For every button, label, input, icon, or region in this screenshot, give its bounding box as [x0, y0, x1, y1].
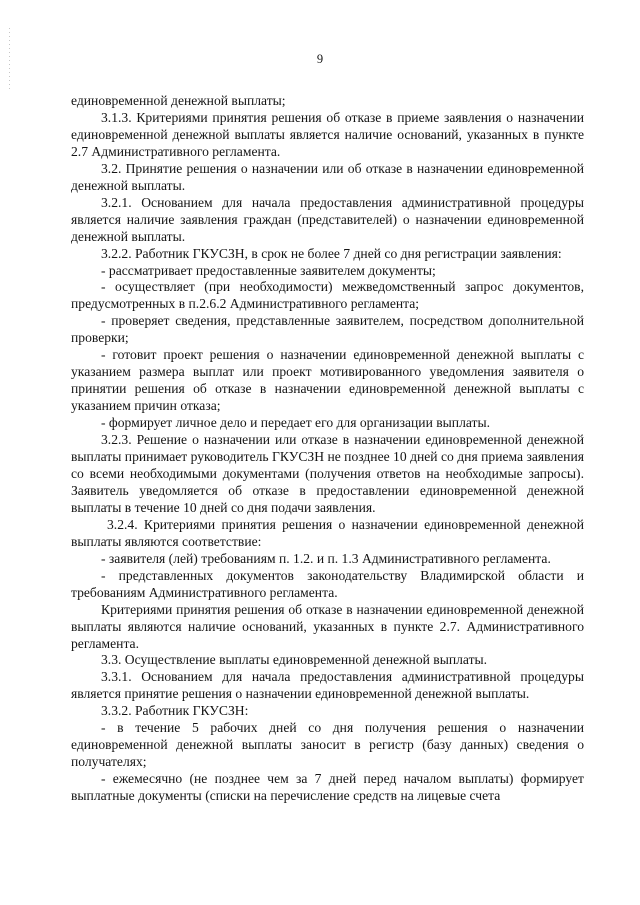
paragraph: 3.3.1. Основанием для начала предоставления административной процедуры является принятие решения о назначении единовременной денежной выплаты. [71, 669, 584, 702]
paragraph: 3.1.3. Критериями принятия решения об отказе в приеме заявления о назначении единовременной денежной выплаты является наличие оснований, указанных в пункте 2.7 Административного регламента. [71, 109, 584, 159]
paragraph: Критериями принятия решения об отказе в назначении единовременной денежной выплаты являются наличие оснований, указанных в пункте 2.7. Административного регламента. [71, 601, 584, 651]
paragraph: 3.2.2. Работник ГКУСЗН, в срок не более 7 дней со дня регистрации заявления: [101, 245, 562, 261]
paragraph: - ежемесячно (не позднее чем за 7 дней перед началом выплаты) формирует выплатные документы (списки на перечисление средств на лицевые счета [71, 771, 584, 804]
paragraph: 3.2.1. Основанием для начала предоставления административной процедуры является наличие заявления граждан (представителей) о назначении единовременной денежной выплаты. [71, 194, 584, 244]
paragraph: 3.2.4. Критериями принятия решения о назначении единовременной денежной выплаты являются соответствие: [71, 516, 584, 549]
paragraph: единовременной денежной выплаты; [71, 93, 286, 108]
page-number: 9 [316, 52, 324, 66]
paragraph: - готовит проект решения о назначении единовременной денежной выплаты с указанием размера выплат или проект мотивированного уведомления заявителя о принятии решения об отказе в назначении единовременной денежной выплаты с указанием причин отказа; [71, 347, 584, 414]
paragraph: - осуществляет (при необходимости) межведомственный запрос документов, предусмотренных в п.2.6.2 Административного регламента; [71, 279, 584, 312]
paragraph: 3.2.3. Решение о назначении или отказе в назначении единовременной денежной выплаты принимает руководитель ГКУСЗН не позднее 10 дней со дня приема заявления со всеми необходимыми документами (получения ответов на необходимые запросы). Заявитель уведомляется об отказе в предоставлении единовременной денежной выплаты в течение 10 дней со дня подачи заявления. [71, 432, 584, 515]
paragraph: - представленных документов законодательству Владимирской области и требованиям Административного регламента. [71, 567, 584, 600]
paragraph: 3.3.2. Работник ГКУСЗН: [101, 703, 249, 719]
paragraph: - рассматривает предоставленные заявителем документы; [101, 262, 436, 278]
paragraph: 3.2. Принятие решения о назначении или об отказе в назначении единовременной денежной выплаты. [71, 160, 584, 193]
paragraph: 3.3. Осуществление выплаты единовременной денежной выплаты. [101, 652, 488, 668]
document-body [71, 93, 584, 805]
paragraph: - заявителя (лей) требованиям п. 1.2. и п. 1.3 Административного регламента. [101, 550, 551, 566]
paragraph: - формирует личное дело и передает его для организации выплаты. [101, 415, 491, 431]
paragraph: - в течение 5 рабочих дней со дня получения решения о назначении единовременной денежной выплаты заносит в регистр (базу данных) сведения о получателях; [71, 720, 584, 770]
paragraph: - проверяет сведения, представленные заявителем, посредством дополнительной проверки; [71, 313, 584, 346]
